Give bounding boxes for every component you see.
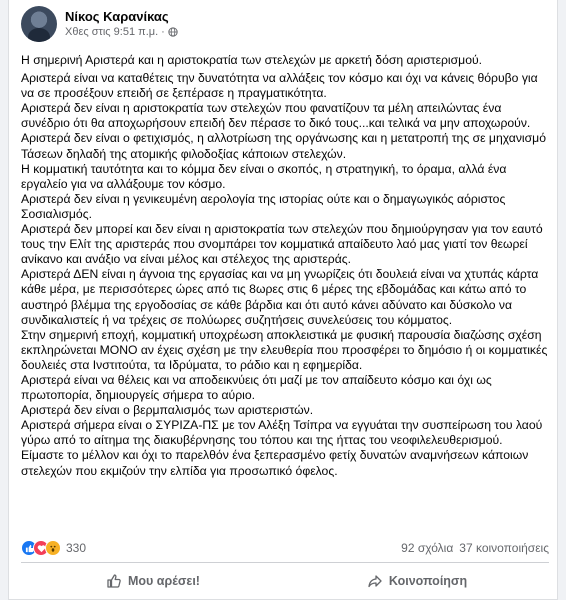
post-paragraph: Η κομματική ταυτότητα και το κόμμα δεν είναι ο σκοπός, η στρατηγική, το όραμα, αλλά ένα εργαλείο για να αλλάξουμε τον κόσμο. [21, 161, 507, 191]
divider [21, 562, 549, 563]
timestamp[interactable]: Χθες στις 9:51 π.μ. [65, 26, 159, 38]
post-paragraph: Η σημερινή Αριστερά και η αριστοκρατία των στελεχών με αρκετή δόση αριστερισμού. [21, 53, 483, 67]
post-paragraph: Αριστερά σήμερα είναι ο ΣΥΡΙΖΑ-ΠΣ με τον Αλέξη Τσίπρα να εγγυάται την συσπείρωση του λαού γύρω από το αίτημα της διακυβέρνησης του τόπου και της ήττας του νεοφιλελευθερισμού. [21, 418, 543, 448]
post-text [21, 49, 549, 479]
post-paragraph: Αριστερά ΔΕΝ είναι η άγνοια της εργασίας και να μη γνωρίζεις ότι δουλειά είναι να χτυπάς κάρτα κάθε μέρα, με περισσότερες ώρες από τις 8ωρες στις 6 μέρες της εβδομάδας και κάτω από το αυστηρό βλέμμα της εργοδοσίας σε κάθε βάρδια και ότι αυτό κάνει αδύνατο και δύσκολο να συνδικαλιστείς ή να τρέχεις σε πολύωρες συζητήσεις συνελεύσεις του κόμματος. [21, 267, 539, 327]
post-paragraph: Αριστερά είναι να καταθέτεις την δυνατότητα να αλλάξεις τον κόσμο και όχι να κάνεις θόρυβο για να σε προσέξουν επειδή σε ξεπέρασε η πραγματικότητα. [21, 71, 538, 101]
post-card [8, 0, 558, 600]
globe-icon [168, 27, 178, 37]
post-header [21, 6, 541, 42]
share-button[interactable] [285, 567, 549, 595]
avatar[interactable] [21, 6, 57, 42]
post-paragraph: Αριστερά δεν είναι η γενικευμένη αερολογία της ιστορίας ούτε και ο δημαγωγικός αόριστος Σοσιαλισμός. [21, 191, 506, 221]
post-paragraph: Αριστερά δεν μπορεί και δεν είναι η αριστοκρατία των στελεχών που δημιούργησαν για τον εαυτό τους την Ελίτ της αριστεράς που σνομπάρει τον κομματικά απαίδευτο λαό μας γιατί τον θεωρεί ανίκανο και ανάξιο να είναι μέλος και στέλεχος της αριστεράς. [21, 222, 543, 267]
like-label: Μου αρέσει! [128, 574, 200, 588]
reactions-summary[interactable] [21, 540, 86, 556]
engagement-counts [401, 541, 549, 555]
share-icon [367, 573, 383, 589]
comments-count[interactable]: 92 σχόλια [401, 541, 454, 555]
post-stats [21, 540, 549, 558]
thumbs-up-icon [106, 573, 122, 589]
post-paragraph: Στην σημερινή εποχή, κομματική υποχρέωση αποκλειστικά με φυσική παρουσία διαζώσης σχέση εκπληρώνεται ΜΟΝΟ αν έχεις σχέση με την ελευθερία που προσφέρει το δημόσιο ή οι κομματικές δουλειές στα Ινστιτούτα, τα Ιδρύματα, το ράδιο και η εφημερίδα. [21, 327, 548, 372]
like-button[interactable] [21, 567, 285, 595]
post-paragraph: Αριστερά δεν είναι η αριστοκρατία των στελεχών που φανατίζουν τα μέλη απειλώντας ένα συνέδριο ότι θα αποχωρήσουν επειδή δεν πέρασε το δικό τους...και τελικά να μην αποχωρούν. [21, 101, 531, 131]
post-paragraph: Αριστερά δεν είναι ο φετιχισμός, η αλλοτρίωση της οργάνωσης και η μετατροπή της σε μηχανισμό Τάσεων δηλαδή της ατομικής φιλοδοξίας κάποιων στελεχών. [21, 131, 546, 161]
post-actions [21, 567, 549, 595]
share-label: Κοινοποίηση [388, 574, 468, 588]
reaction-count: 330 [66, 541, 87, 555]
post-meta: Χθες στις 9:51 π.μ. · [65, 26, 178, 38]
post-paragraph: Αριστερά δεν είναι ο βερμπαλισμός των αριστεριστών. [21, 403, 314, 418]
author-name[interactable]: Νίκος Καρανίκας [65, 9, 169, 24]
post-paragraph: Είμαστε το μέλλον και όχι το παρελθόν ένα ξεπερασμένο φετίχ δυνατών αναμνήσεων κάποιων στελεχών που εκμιζούν την ελπίδα για προσωπικό όφελος. [21, 448, 529, 478]
post-paragraph: Αριστερά είναι να θέλεις και να αποδεικνύεις ότι μαζί με τον απαίδευτο κόσμο και όχι ως πρωτοπορία, δημιουργείς σήμερα το αύριο. [21, 372, 492, 403]
wow-icon [45, 540, 61, 556]
shares-count[interactable]: 37 κοινοποιήσεις [459, 541, 549, 555]
